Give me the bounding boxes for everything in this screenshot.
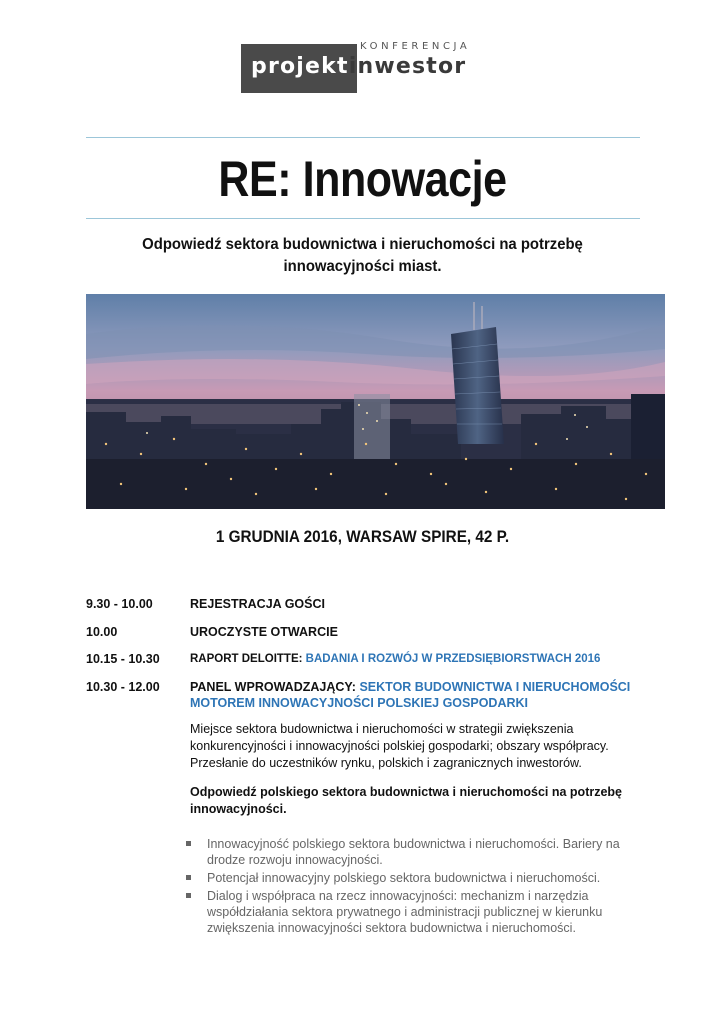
list-item-text: Dialog i współpraca na rzecz innowacyjności: mechanizm i narzędzia współdziałania sektora prywatnego i administracji publicznej w kierunku zwiększenia innowacyjności sektora budownictwa i nieruchomości. [207, 889, 603, 935]
agenda-row [86, 624, 646, 640]
bullet-square-icon [186, 875, 191, 880]
bullet-square-icon [186, 841, 191, 846]
city-skyline-photo [86, 294, 665, 509]
agenda-item [190, 679, 646, 711]
agenda-row [86, 679, 646, 711]
agenda-item [190, 624, 646, 640]
agenda-label: PANEL WPROWADZAJĄCY: [190, 680, 360, 694]
panel-question: Odpowiedź polskiego sektora budownictwa i nieruchomości na potrzebę innowacyjności. [190, 785, 623, 816]
agenda [86, 596, 646, 938]
agenda-label: RAPORT DELOITTE: [190, 653, 306, 665]
event-date-location: 1 GRUDNIA 2016, WARSAW SPIRE, 42 P. [215, 527, 510, 546]
agenda-highlight: SEKTOR BUDOWNICTWA I NIERUCHOMOŚCI MOTOREM INNOWACYJNOŚCI POLSKIEJ GOSPODARKI [190, 680, 631, 710]
agenda-time: 10.30 - 12.00 [86, 680, 160, 694]
panel-description: Miejsce sektora budownictwa i nieruchomości w strategii zwiększenia konkurencyjności i innowacyjności polskiej gospodarki; obszary współpracy. Przesłanie do uczestników rynku, polskich i zagranicznych inwestorów. [190, 722, 609, 770]
agenda-item [190, 596, 646, 612]
page-subtitle: Odpowiedź sektora budownictwa i nieruchomości na potrzebę innowacyjności miast. [142, 236, 583, 275]
list-item [186, 836, 646, 868]
list-item [186, 870, 646, 886]
agenda-highlight: BADANIA I ROZWÓJ W PRZEDSIĘBIORSTWACH 2016 [305, 653, 601, 665]
logo-konferencja-text: KONFERENCJA [360, 41, 471, 52]
agenda-time: 9.30 - 10.00 [86, 597, 153, 611]
title-divider [86, 218, 640, 219]
agenda-label: UROCZYSTE OTWARCIE [190, 625, 338, 639]
agenda-time: 10.00 [86, 625, 118, 639]
list-item-text: Potencjał innowacyjny polskiego sektora budownictwa i nieruchomości. [207, 871, 601, 885]
conference-logo [241, 41, 486, 93]
agenda-row [86, 651, 646, 667]
list-item-text: Innowacyjność polskiego sektora budownictwa i nieruchomości. Bariery na drodze rozwoju innowacyjności. [207, 837, 620, 867]
agenda-time: 10.15 - 10.30 [86, 652, 160, 666]
agenda-item [190, 651, 646, 667]
bullet-square-icon [186, 893, 191, 898]
agenda-row [86, 596, 646, 612]
list-item [186, 888, 646, 936]
top-divider [86, 137, 640, 138]
logo-word-inwestor: inwestor [348, 54, 467, 79]
page-title: RE: Innowacje [218, 151, 507, 207]
logo-wordmark [251, 52, 466, 82]
topic-list [186, 836, 646, 936]
logo-word-projekt: projekt [251, 54, 349, 79]
agenda-label: REJESTRACJA GOŚCI [190, 597, 325, 611]
